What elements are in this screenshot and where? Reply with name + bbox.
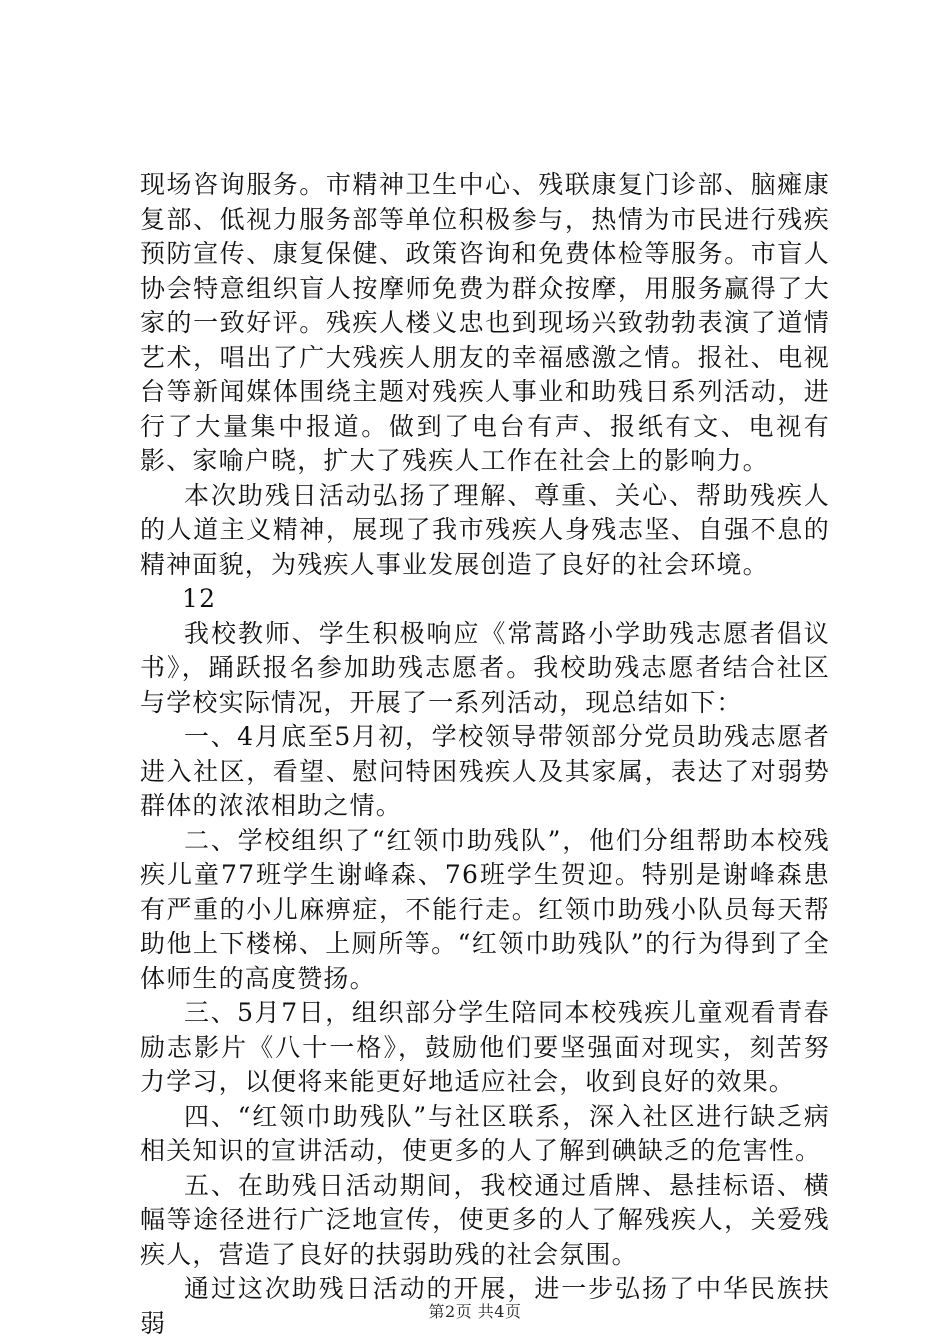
paragraph-7: 四、“红领巾助残队”与社区联系，深入社区进行缺乏病相关知识的宣讲活动，使更多的人了解到碘缺乏的危害性。 — [140, 1101, 830, 1165]
paragraph-1: 现场咨询服务。市精神卫生中心、残联康复门诊部、脑瘫康复部、低视力服务部等单位积极参与，热情为市民进行残疾预防宣传、康复保健、政策咨询和免费体检等服务。市盲人协会特意组织盲人按摩师免费为群众按摩，用服务赢得了大家的一致好评。残疾人楼义忠也到现场兴致勃勃表演了道情艺术，唱出了广大残疾人朋友的幸福感激之情。报社、电视台等新闻媒体围绕主题对残疾人事业和助残日系列活动，进行了大量集中报道。做到了电台有声、报纸有文、电视有影、家喻户晓，扩大了残疾人工作在社会上的影响力。 — [140, 170, 830, 475]
paragraph-5: 二、学校组织了“红领巾助残队”，他们分组帮助本校残疾儿童77班学生谢峰森、76班学生贺迎。特别是谢峰森患有严重的小儿麻痹症，不能行走。红领巾助残小队员每天帮助他上下楼梯、上厕所等。“红领巾助残队”的行为得到了全体师生的高度赞扬。 — [140, 825, 830, 993]
page-footer: 第2页 共4页 — [428, 1302, 522, 1321]
paragraph-8: 五、在助残日活动期间，我校通过盾牌、悬挂标语、横幅等途径进行广泛地宣传，使更多的人了解残疾人，关爱残疾人，营造了良好的扶弱助残的社会氛围。 — [140, 1170, 830, 1269]
paragraph-2: 本次助残日活动弘扬了理解、尊重、关心、帮助残疾人的人道主义精神，展现了我市残疾人身残志坚、自强不息的精神面貌，为残疾人事业发展创造了良好的社会环境。 — [140, 480, 830, 579]
paragraph-9: 通过这次助残日活动的开展，进一步弘扬了中华民族扶弱 — [140, 1274, 830, 1338]
paragraph-3: 我校教师、学生积极响应《常蒿路小学助残志愿者倡议书》，踊跃报名参加助残志愿者。我校助残志愿者结合社区与学校实际情况，开展了一系列活动，现总结如下： — [140, 618, 830, 717]
paragraph-4: 一、4月底至5月初，学校领导带领部分党员助残志愿者进入社区，看望、慰问特困残疾人及其家属，表达了对弱势群体的浓浓相助之情。 — [140, 722, 830, 820]
paragraph-6: 三、5月7日，组织部分学生陪同本校残疾儿童观看青春励志影片《八十一格》，鼓励他们要坚强面对现实，刻苦努力学习，以便将来能更好地适应社会，收到良好的效果。 — [140, 998, 830, 1096]
section-number: 12 — [182, 584, 217, 613]
document-body — [140, 168, 830, 1341]
